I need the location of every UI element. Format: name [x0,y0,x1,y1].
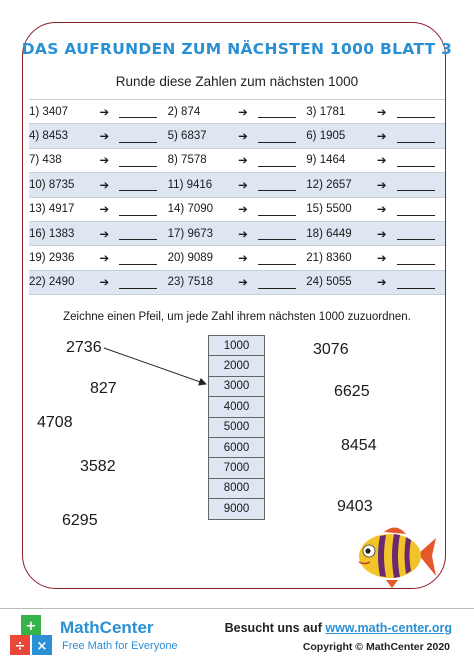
exercise-number: 5) 6837 [167,130,207,143]
exercise-number: 14) 7090 [167,203,214,216]
exercise-number: 17) 9673 [167,227,214,240]
ladder-cell[interactable]: 5000 [209,417,265,437]
exercise-number: 13) 4917 [29,203,75,216]
exercise-number: 1) 3407 [29,105,69,118]
arrow-icon: ➔ [238,277,248,290]
arrow-instruction: Zeichne einen Pfeil, um jede Zahl ihrem nächsten 1000 zuzuordnen. [63,311,411,323]
exercise-number: 19) 2936 [29,252,75,265]
exercise-number: 22) 2490 [29,276,75,289]
exercise-number: 18) 6449 [306,227,352,240]
ladder-cell[interactable]: 4000 [209,397,265,417]
left-number[interactable]: 6295 [62,512,98,529]
worksheet-title: DAS AUFRUNDEN ZUM NÄCHSTEN 1000 BLATT 3 [21,40,453,58]
exercise-number: 4) 8453 [29,130,69,143]
ladder-cell[interactable]: 2000 [209,356,265,376]
ladder-cell[interactable]: 3000 [209,376,265,396]
right-number[interactable]: 8454 [341,437,377,454]
arrow-icon: ➔ [376,228,387,241]
fish-illustration [356,524,436,588]
exercise-number: 9) 1464 [306,154,346,167]
arrow-icon: ➔ [238,179,248,192]
right-number[interactable]: 9403 [337,498,373,515]
visit-line [225,621,452,635]
exercise-number: 2) 874 [167,105,201,118]
arrow-icon: ➔ [99,131,110,144]
worksheet-subtitle: Runde diese Zahlen zum nächsten 1000 [115,74,359,89]
exercise-number: 23) 7518 [167,276,214,289]
exercise-number: 16) 1383 [29,227,75,240]
website-link[interactable]: www.math-center.org [325,621,452,635]
arrow-icon: ➔ [376,155,387,168]
exercise-number: 7) 438 [29,154,62,167]
arrow-icon: ➔ [238,253,248,266]
visit-prefix: Besucht uns auf [224,621,326,635]
svg-text:÷: ÷ [14,639,26,654]
arrow-icon: ➔ [99,253,110,266]
left-number[interactable]: 3582 [80,458,116,475]
arrow-icon: ➔ [376,277,387,290]
left-number[interactable]: 827 [90,380,117,397]
exercise-number: 11) 9416 [167,178,213,191]
exercise-number: 10) 8735 [29,178,75,191]
exercise-number: 3) 1781 [306,105,346,118]
arrow-icon: ➔ [99,155,110,168]
exercise-number: 15) 5500 [306,203,352,216]
arrow-icon: ➔ [376,131,387,144]
right-number[interactable]: 3076 [313,341,349,358]
ladder-cell[interactable]: 7000 [209,458,265,478]
arrow-icon: ➔ [238,204,248,217]
right-number[interactable]: 6625 [334,383,370,400]
brand-name: MathCenter [60,618,154,637]
arrow-icon: ➔ [376,106,387,119]
copyright-text: Copyright © MathCenter 2020 [302,641,450,653]
svg-text:×: × [36,639,48,654]
arrow-icon: ➔ [376,179,387,192]
arrow-icon: ➔ [238,155,248,168]
exercise-number: 20) 9089 [167,252,214,265]
arrow-icon: ➔ [238,228,248,241]
svg-text:+: + [25,619,37,634]
arrow-icon: ➔ [376,204,387,217]
exercise-number: 6) 1905 [306,130,346,143]
ladder-cell[interactable]: 9000 [209,499,265,519]
arrow-icon: ➔ [99,106,110,119]
example-arrow-line [104,348,206,384]
left-number[interactable]: 4708 [37,414,73,431]
exercise-number: 21) 8360 [306,252,352,265]
arrow-icon: ➔ [238,131,248,144]
exercise-number: 24) 5055 [306,276,352,289]
exercise-number: 12) 2657 [306,178,352,191]
arrow-icon: ➔ [376,253,387,266]
arrow-icon: ➔ [99,277,110,290]
ladder-cell[interactable]: 8000 [209,478,265,498]
arrow-icon: ➔ [99,228,110,241]
footer-rule [0,608,474,609]
ladder-cell[interactable]: 6000 [209,437,265,457]
mathcenter-logo-icon [8,613,58,659]
brand-tagline: Free Math for Everyone [62,640,178,652]
left-number[interactable]: 2736 [66,339,102,356]
ladder-cell[interactable]: 1000 [209,336,265,356]
arrow-icon: ➔ [238,106,248,119]
exercise-number: 8) 7578 [167,154,207,167]
arrow-icon: ➔ [99,204,110,217]
arrow-icon: ➔ [99,179,110,192]
